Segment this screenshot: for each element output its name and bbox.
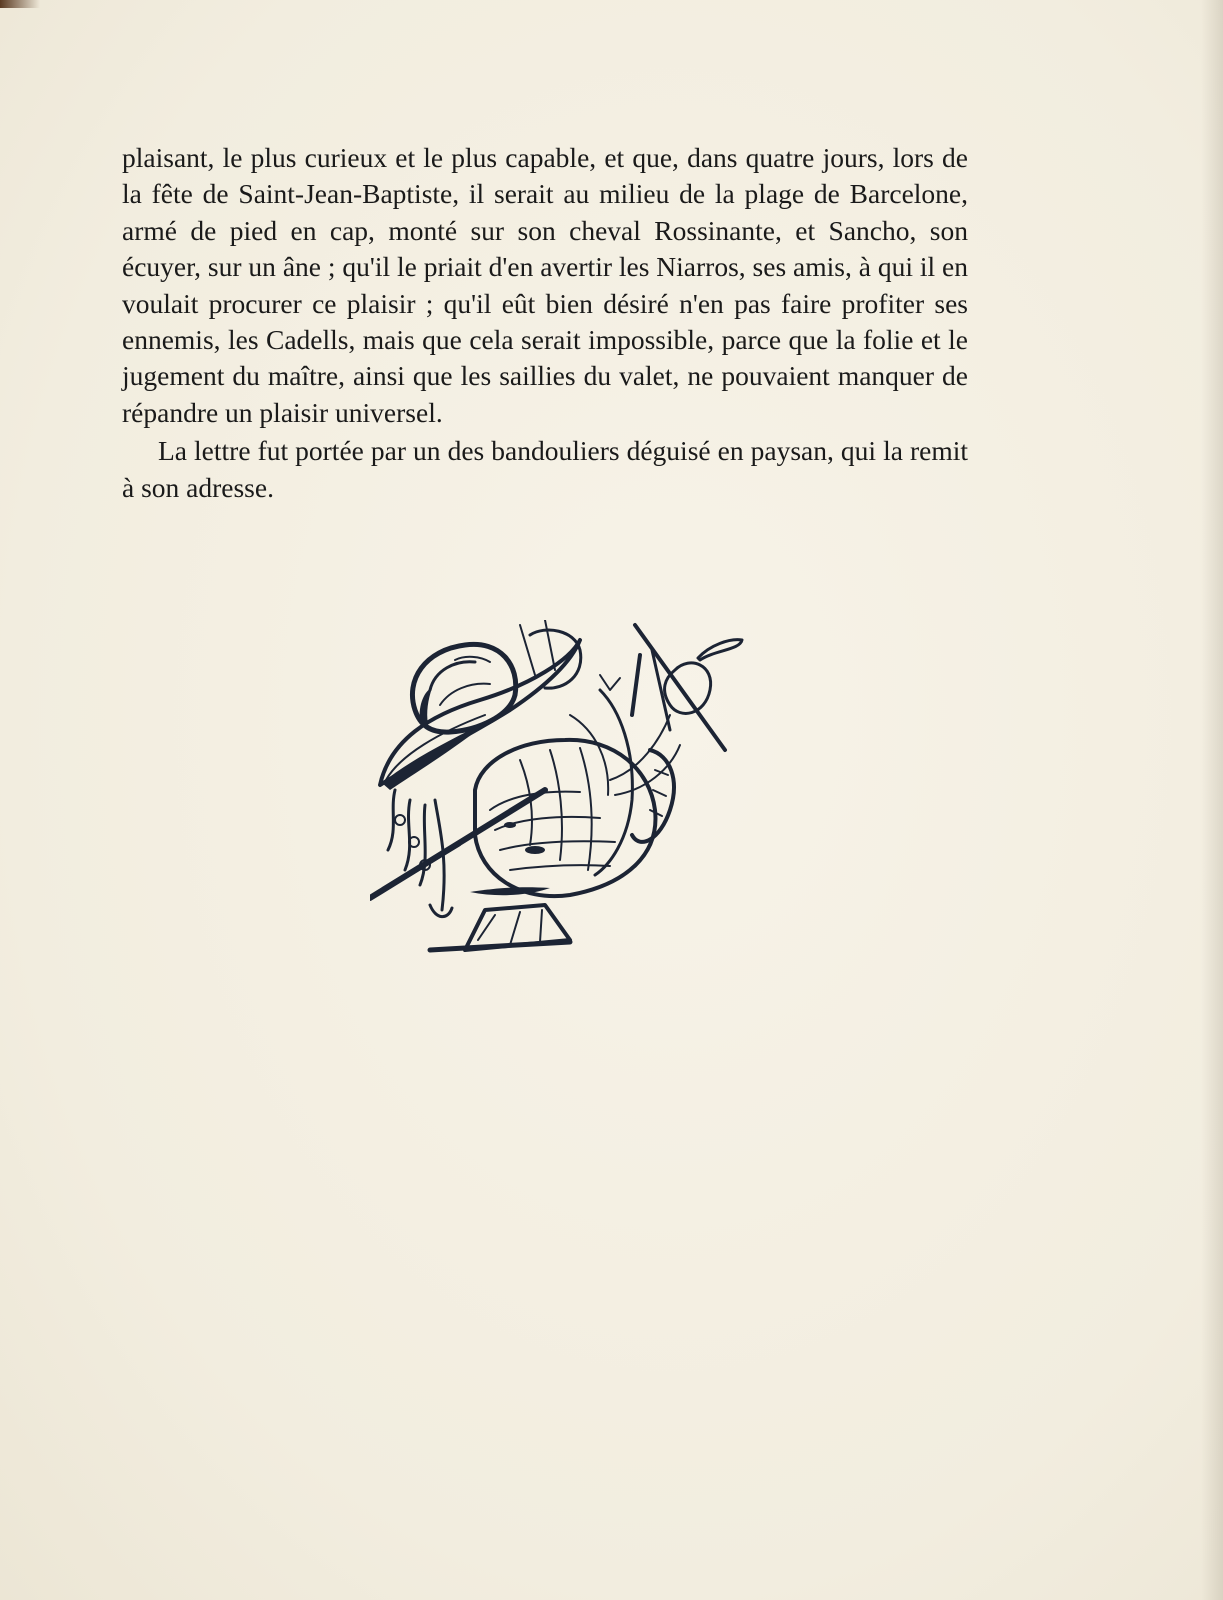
armor-trophy-illustration bbox=[370, 620, 760, 980]
page-right-edge bbox=[1201, 0, 1223, 1600]
page-corner-shadow bbox=[0, 0, 40, 8]
paragraph-1: plaisant, le plus curieux et le plus capable, et que, dans quatre jours, lors de la fête de Saint-Jean-Baptiste, il serait au milieu de la plage de Barcelone, armé de pied en cap, monté sur son cheval Rossinante, et Sancho, son écuyer, sur un âne ; qu'il le priait d'en avertir les Niarros, ses amis, à qui il en voulait procurer ce plaisir ; qu'il eût bien désiré n'en pas faire profiter ses ennemis, les Cadells, mais que cela serait impossible, parce que la folie et le jugement du maître, ainsi que les saillies du valet, ne pouvaient manquer de répandre un plaisir universel. bbox=[122, 142, 968, 428]
paragraph-2: La lettre fut portée par un des bandouliers déguisé en paysan, qui la remit à son adresse. bbox=[122, 435, 968, 503]
body-text bbox=[122, 140, 968, 506]
armor-trophy-drawing bbox=[370, 620, 760, 980]
lance-shaft bbox=[370, 790, 545, 898]
sword-hilt bbox=[698, 640, 742, 660]
